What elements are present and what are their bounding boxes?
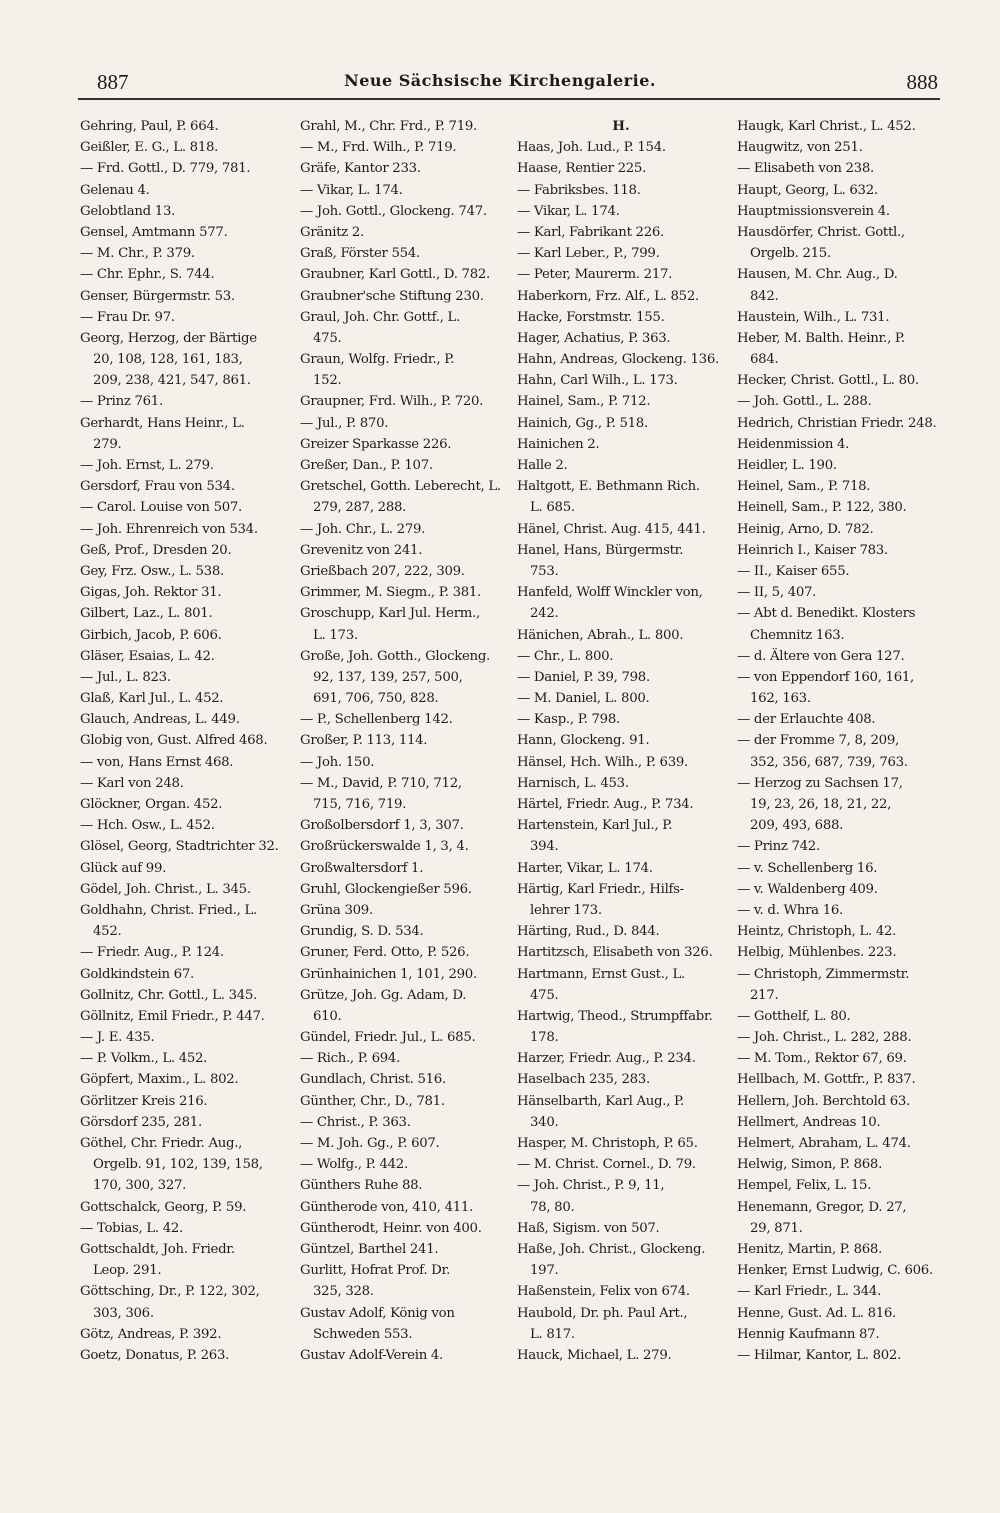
index-entry: Gräfe, Kantor 233. (300, 161, 421, 177)
index-entry: Groschupp, Karl Jul. Herm., (300, 606, 480, 622)
index-entry-continuation: 19, 23, 26, 18, 21, 22, (750, 797, 892, 812)
index-entry: Harter, Vikar, L. 174. (517, 860, 653, 876)
index-entry: Hänselbarth, Karl Aug., P. (517, 1093, 684, 1109)
index-entry: Hainel, Sam., P. 712. (517, 394, 651, 410)
index-entry: Grundig, S. D. 534. (300, 924, 424, 940)
index-entry: Geißler, E. G., L. 818. (80, 140, 219, 156)
index-entry: Günthers Ruhe 88. (300, 1178, 423, 1194)
index-entry: Gottschalck, Georg, P. 59. (80, 1199, 247, 1215)
index-entry: Gränitz 2. (300, 224, 364, 240)
index-entry: Götz, Andreas, P. 392. (80, 1326, 222, 1342)
index-entry-continuation: 170, 300, 327. (93, 1178, 187, 1194)
index-entry: Gollnitz, Chr. Gottl., L. 345. (80, 987, 257, 1003)
index-entry: — Joh. 150. (300, 754, 375, 770)
index-entry: — Joh. Ehrenreich von 534. (80, 521, 258, 537)
index-entry-continuation: 394. (530, 839, 559, 855)
index-entry: Haßenstein, Felix von 674. (517, 1284, 690, 1300)
index-entry-continuation: 753. (530, 563, 559, 579)
index-entry-continuation: L. 685. (530, 500, 575, 516)
index-entry-continuation: 279. (93, 436, 122, 452)
index-entry: Goetz, Donatus, P. 263. (80, 1347, 230, 1363)
index-entry: Heidler, L. 190. (737, 458, 837, 473)
index-entry: Hartenstein, Karl Jul., P. (517, 818, 673, 834)
index-entry: Gündel, Friedr. Jul., L. 685. (300, 1030, 476, 1046)
index-entry: Heinel, Sam., P. 718. (737, 479, 871, 495)
index-entry: Härtig, Karl Friedr., Hilfs- (517, 881, 684, 897)
index-entry-continuation: 684. (750, 352, 779, 368)
index-entry-continuation: 197. (530, 1263, 559, 1279)
index-entry-continuation: 340. (530, 1114, 559, 1130)
index-entry-continuation: Leop. 291. (93, 1263, 162, 1279)
index-entry: — Chr. Ephr., S. 744. (80, 267, 215, 283)
index-entry: Haubold, Dr. ph. Paul Art., (517, 1305, 688, 1321)
index-entry: Haugk, Karl Christ., L. 452. (737, 119, 916, 134)
index-entry-continuation: 162, 163. (750, 691, 811, 707)
index-entry: — M., Frd. Wilh., P. 719. (300, 140, 457, 156)
index-entry: — der Fromme 7, 8, 209, (737, 733, 899, 749)
index-entry-continuation: 842. (750, 288, 779, 304)
index-entry: — von, Hans Ernst 468. (80, 754, 234, 770)
running-title: Neue Sächsische Kirchengalerie. (344, 71, 656, 90)
index-entry: — Hch. Osw., L. 452. (80, 818, 215, 834)
index-entry: Henne, Gust. Ad. L. 816. (737, 1305, 896, 1321)
index-entry: Hager, Achatius, P. 363. (517, 330, 671, 346)
index-entry-continuation: lehrer 173. (530, 902, 602, 918)
index-entry: Hasper, M. Christoph, P. 65. (517, 1136, 698, 1151)
index-entry: Gensel, Amtmann 577. (80, 224, 228, 240)
index-entry: Grahl, M., Chr. Frd., P. 719. (300, 119, 477, 134)
index-entry: Helwig, Simon, P. 868. (737, 1157, 883, 1173)
index-entry: Graupner, Frd. Wilh., P. 720. (300, 394, 484, 410)
index-entry: Haße, Joh. Christ., Glockeng. (517, 1241, 706, 1257)
index-entry: Gruhl, Glockengießer 596. (300, 881, 472, 897)
index-entry: — P., Schellenberg 142. (300, 712, 453, 728)
index-entry: — Prinz 742. (737, 839, 820, 855)
index-entry: Günther, Chr., D., 781. (300, 1093, 445, 1109)
index-entry: Glauch, Andreas, L. 449. (80, 712, 240, 728)
page-header (0, 70, 1000, 100)
index-entry: — Karl von 248. (80, 775, 184, 791)
index-entry: Henker, Ernst Ludwig, C. 606. (737, 1263, 933, 1279)
index-entry: Gruner, Ferd. Otto, P. 526. (300, 945, 470, 961)
index-entry-continuation: Chemnitz 163. (750, 627, 845, 643)
index-entry: — Christoph, Zimmermstr. (737, 966, 910, 982)
index-entry-continuation: 610. (313, 1008, 342, 1024)
index-entry-continuation: 475. (313, 330, 342, 346)
index-entry: Hauck, Michael, L. 279. (517, 1347, 672, 1363)
index-entry: Hausen, M. Chr. Aug., D. (737, 267, 898, 283)
index-entry: Görsdorf 235, 281. (80, 1114, 202, 1130)
index-entry: — v. Schellenberg 16. (737, 860, 878, 876)
index-entry: Haselbach 235, 283. (517, 1072, 650, 1088)
index-entry: — Hilmar, Kantor, L. 802. (737, 1347, 902, 1363)
index-entry: Hänel, Christ. Aug. 415, 441. (517, 521, 706, 537)
index-entry: Hanfeld, Wolff Winckler von, (517, 585, 703, 601)
index-entry-continuation: 152. (313, 373, 342, 389)
index-entry: Henemann, Gregor, D. 27, (737, 1199, 907, 1215)
index-entry: Hänsel, Hch. Wilh., P. 639. (517, 754, 688, 770)
index-entry: Hedrich, Christian Friedr. 248. (737, 415, 937, 431)
index-entry-continuation: 715, 716, 719. (313, 797, 407, 812)
index-entry: Hellern, Joh. Berchtold 63. (737, 1093, 910, 1109)
index-entry: — Kasp., P. 798. (517, 712, 620, 728)
index-entry-continuation: 209, 238, 421, 547, 861. (93, 373, 251, 389)
index-entry: Gigas, Joh. Rektor 31. (80, 585, 222, 601)
index-entry: Große, Joh. Gotth., Glockeng. (300, 648, 490, 664)
index-entry: Harnisch, L. 453. (517, 775, 629, 791)
index-entry: Hecker, Christ. Gottl., L. 80. (737, 373, 919, 389)
index-entry: Göthel, Chr. Friedr. Aug., (80, 1136, 243, 1151)
index-entry: — Vikar, L. 174. (300, 182, 403, 198)
index-entry: Hacke, Forstmstr. 155. (517, 309, 665, 325)
index-entry: Göpfert, Maxim., L. 802. (80, 1072, 239, 1088)
index-entry: — Karl Friedr., L. 344. (737, 1284, 882, 1300)
index-entry: Haß, Sigism. von 507. (517, 1220, 660, 1236)
index-entry: Hennig Kaufmann 87. (737, 1326, 880, 1342)
index-entry: Goldkindstein 67. (80, 966, 194, 982)
index-entry-continuation: 242. (530, 606, 559, 622)
index-entry: Großolbersdorf 1, 3, 307. (300, 818, 464, 834)
index-entry-continuation: 29, 871. (750, 1220, 803, 1236)
index-entry: — Chr., L. 800. (517, 648, 614, 664)
index-entry: Heinell, Sam., P. 122, 380. (737, 500, 907, 516)
index-entry: Gretschel, Gotth. Leberecht, L. (300, 479, 501, 495)
index-entry: Greizer Sparkasse 226. (300, 436, 452, 452)
index-entry-continuation: Orgelb. 91, 102, 139, 158, (93, 1157, 263, 1173)
index-entry: — Elisabeth von 238. (737, 161, 874, 177)
section-heading: H. (612, 119, 630, 134)
index-entry-continuation: 209, 493, 688. (750, 818, 844, 834)
index-entry: — M. Joh. Gg., P. 607. (300, 1136, 440, 1151)
index-entry: — II, 5, 407. (737, 585, 817, 601)
index-entry: — Friedr. Aug., P. 124. (80, 945, 224, 961)
index-entry: Heidenmission 4. (737, 436, 850, 452)
index-entry: Gelenau 4. (80, 182, 150, 198)
index-entry-continuation: 325, 328. (313, 1284, 374, 1300)
index-entry-continuation: 691, 706, 750, 828. (313, 691, 439, 707)
index-entry: — M. Christ. Cornel., D. 79. (517, 1157, 696, 1173)
index-entry: — II., Kaiser 655. (737, 563, 850, 579)
index-entry-continuation: 303, 306. (93, 1305, 154, 1321)
index-entry: Güntherodt, Heinr. von 400. (300, 1220, 482, 1236)
index-entry: — Carol. Louise von 507. (80, 500, 242, 516)
index-entry-continuation: 475. (530, 987, 559, 1003)
index-entry-continuation: 78, 80. (530, 1199, 575, 1215)
index-entry: Greßer, Dan., P. 107. (300, 458, 433, 473)
index-entry: — Herzog zu Sachsen 17, (737, 775, 903, 791)
index-entry: Görlitzer Kreis 216. (80, 1093, 208, 1109)
index-entry: Graubner'sche Stiftung 230. (300, 288, 484, 304)
index-entry: Großwaltersdorf 1. (300, 860, 424, 876)
index-entry: Göllnitz, Emil Friedr., P. 447. (80, 1008, 265, 1024)
index-entry: — M. Tom., Rektor 67, 69. (737, 1051, 907, 1067)
index-entry: — Wolfg., P. 442. (300, 1157, 408, 1173)
index-entry: Hellbach, M. Gottfr., P. 837. (737, 1072, 916, 1088)
index-entry: Grütze, Joh. Gg. Adam, D. (300, 987, 467, 1003)
index-entry: Glück auf 99. (80, 860, 167, 876)
index-entry: — Joh. Christ., P. 9, 11, (517, 1178, 665, 1194)
index-entry: Heinig, Arno, D. 782. (737, 521, 874, 537)
index-entry: Haugwitz, von 251. (737, 140, 863, 156)
index-entry: — Daniel, P. 39, 798. (517, 669, 650, 685)
index-entry: Hempel, Felix, L. 15. (737, 1178, 872, 1194)
index-entry: Helmert, Abraham, L. 474. (737, 1136, 911, 1151)
index-entry: Haas, Joh. Lud., P. 154. (517, 140, 666, 156)
index-entry: Hahn, Andreas, Glockeng. 136. (517, 352, 719, 368)
index-entry: Gey, Frz. Osw., L. 538. (80, 563, 224, 579)
index-entry: Gehring, Paul, P. 664. (80, 119, 219, 134)
index-entry: Hartitzsch, Elisabeth von 326. (517, 945, 713, 961)
index-entry: — M. Chr., P. 379. (80, 246, 195, 262)
index-entry: Harzer, Friedr. Aug., P. 234. (517, 1051, 696, 1067)
index-entry: Hauptmissionsverein 4. (737, 203, 890, 219)
index-entry: Hainich, Gg., P. 518. (517, 415, 648, 431)
index-entry: Hahn, Carl Wilh., L. 173. (517, 373, 678, 389)
index-entry: Helbig, Mühlenbes. 223. (737, 945, 897, 961)
index-entry-continuation: 20, 108, 128, 161, 183, (93, 352, 243, 368)
index-entry: — M., David, P. 710, 712, (300, 775, 462, 791)
index-entry: Haupt, Georg, L. 632. (737, 182, 878, 198)
index-entry: Gödel, Joh. Christ., L. 345. (80, 881, 251, 897)
index-entry: Girbich, Jacob, P. 606. (80, 627, 222, 643)
index-entry: Hausdörfer, Christ. Gottl., (737, 224, 905, 240)
index-entry: Goldhahn, Christ. Fried., L. (80, 902, 257, 918)
index-entry: — Gotthelf, L. 80. (737, 1008, 851, 1024)
index-entry: Göttsching, Dr., P. 122, 302, (80, 1284, 260, 1300)
index-entry: Glöckner, Organ. 452. (80, 797, 223, 812)
index-entry: Genser, Bürgermstr. 53. (80, 288, 235, 304)
index-entry: Gurlitt, Hofrat Prof. Dr. (300, 1263, 451, 1279)
index-entry: — der Erlauchte 408. (737, 712, 876, 728)
index-entry: — Tobias, L. 42. (80, 1220, 183, 1236)
index-entry: Hanel, Hans, Bürgermstr. (517, 542, 684, 558)
index-entry: — Joh. Chr., L. 279. (300, 521, 426, 537)
index-entry: — Fabriksbes. 118. (517, 182, 641, 198)
index-entry: — Joh. Christ., L. 282, 288. (737, 1030, 912, 1046)
index-entry: Grünhainichen 1, 101, 290. (300, 966, 477, 982)
index-entry: Halle 2. (517, 458, 568, 473)
index-column-2 (300, 116, 508, 1366)
index-entry: Glösel, Georg, Stadtrichter 32. (80, 839, 279, 855)
header-rule (78, 98, 940, 100)
index-entry: Gläser, Esaias, L. 42. (80, 648, 215, 664)
index-entry: Gundlach, Christ. 516. (300, 1072, 446, 1088)
index-entry: Großer, P. 113, 114. (300, 733, 428, 749)
index-entry: — Frau Dr. 97. (80, 309, 175, 325)
index-entry: Hann, Glockeng. 91. (517, 733, 650, 749)
index-entry-continuation: 452. (93, 924, 122, 940)
index-entry: Hartwig, Theod., Strumpffabr. (517, 1008, 713, 1024)
index-entry: — Abt d. Benedikt. Klosters (737, 606, 916, 622)
index-entry: — M. Daniel, L. 800. (517, 691, 650, 707)
index-entry: Gilbert, Laz., L. 801. (80, 606, 213, 622)
index-entry-continuation: L. 173. (313, 627, 358, 643)
index-entry-continuation: L. 817. (530, 1326, 575, 1342)
index-entry: Gersdorf, Frau von 534. (80, 479, 235, 495)
index-entry-continuation: 217. (750, 987, 779, 1003)
index-entry-continuation: 92, 137, 139, 257, 500, (313, 669, 463, 685)
index-entry: Hainichen 2. (517, 436, 600, 452)
index-entry: — Joh. Ernst, L. 279. (80, 458, 214, 473)
index-entry: Gottschaldt, Joh. Friedr. (80, 1241, 235, 1257)
index-entry: — Christ., P. 363. (300, 1114, 411, 1130)
index-column-1 (80, 116, 288, 1366)
index-entry: Graß, Förster 554. (300, 246, 420, 262)
index-entry: Graul, Joh. Chr. Gottf., L. (300, 309, 461, 325)
index-entry: Härting, Rud., D. 844. (517, 924, 660, 940)
index-entry-continuation: 279, 287, 288. (313, 500, 407, 516)
index-entry: Henitz, Martin, P. 868. (737, 1241, 883, 1257)
index-entry: — d. Ältere von Gera 127. (737, 648, 905, 664)
index-entry: — Karl Leber., P., 799. (517, 246, 660, 262)
index-entry: Georg, Herzog, der Bärtige (80, 330, 257, 346)
index-entry: — J. E. 435. (80, 1030, 155, 1046)
index-entry: Hänichen, Abrah., L. 800. (517, 627, 684, 643)
index-entry: Glaß, Karl Jul., L. 452. (80, 691, 224, 707)
index-entry-continuation: Orgelb. 215. (750, 246, 831, 262)
index-entry: Hartmann, Ernst Gust., L. (517, 966, 685, 982)
index-entry: Haase, Rentier 225. (517, 161, 646, 177)
index-entry: Gustav Adolf-Verein 4. (300, 1347, 443, 1363)
index-entry: Gelobtland 13. (80, 203, 176, 219)
index-entry: Hellmert, Andreas 10. (737, 1114, 881, 1130)
index-entry: Gustav Adolf, König von (300, 1305, 455, 1321)
index-entry: Haltgott, E. Bethmann Rich. (517, 479, 700, 495)
index-entry: Güntherode von, 410, 411. (300, 1199, 473, 1215)
index-entry: — Jul., P. 870. (300, 415, 389, 431)
index-entry: — Joh. Gottl., Glockeng. 747. (300, 203, 487, 219)
index-entry: — von Eppendorf 160, 161, (737, 669, 914, 685)
index-entry: — Jul., L. 823. (80, 669, 171, 685)
index-entry: Graubner, Karl Gottl., D. 782. (300, 267, 490, 283)
index-entry: Grießbach 207, 222, 309. (300, 563, 465, 579)
page-number-left: 887 (97, 70, 129, 94)
index-entry-continuation: Schweden 553. (313, 1326, 413, 1342)
page-number-right: 888 (906, 70, 938, 94)
index-column-4 (737, 116, 945, 1366)
index-entry: Geß, Prof., Dresden 20. (80, 542, 232, 558)
index-entry: — Prinz 761. (80, 394, 163, 410)
index-entry: Globig von, Gust. Alfred 468. (80, 733, 268, 749)
index-entry: — Vikar, L. 174. (517, 203, 620, 219)
index-entry: — P. Volkm., L. 452. (80, 1051, 208, 1067)
index-entry: — v. Waldenberg 409. (737, 881, 878, 897)
index-entry: Heber, M. Balth. Heinr., P. (737, 330, 905, 346)
index-entry: — v. d. Whra 16. (737, 902, 843, 918)
index-entry: — Peter, Maurerm. 217. (517, 267, 673, 283)
index-entry: Großrückerswalde 1, 3, 4. (300, 839, 469, 855)
index-entry: — Joh. Gottl., L. 288. (737, 394, 872, 410)
index-entry: Heintz, Christoph, L. 42. (737, 924, 897, 940)
index-entry: Graun, Wolfg. Friedr., P. (300, 352, 455, 368)
index-entry: — Frd. Gottl., D. 779, 781. (80, 161, 251, 177)
index-entry: Grevenitz von 241. (300, 542, 423, 558)
index-entry: Heinrich I., Kaiser 783. (737, 542, 888, 558)
index-entry: Haberkorn, Frz. Alf., L. 852. (517, 288, 699, 304)
index-entry: — Karl, Fabrikant 226. (517, 224, 664, 240)
index-entry: Härtel, Friedr. Aug., P. 734. (517, 797, 694, 812)
index-entry: Gerhardt, Hans Heinr., L. (80, 415, 245, 431)
index-entry: Grüna 309. (300, 902, 373, 918)
index-entry: — Rich., P. 694. (300, 1051, 400, 1067)
index-entry: Haustein, Wilh., L. 731. (737, 309, 890, 325)
index-entry-continuation: 178. (530, 1030, 559, 1046)
index-entry: Güntzel, Barthel 241. (300, 1241, 439, 1257)
index-entry-continuation: 352, 356, 687, 739, 763. (750, 754, 908, 770)
index-column-3 (517, 116, 725, 1366)
index-entry: Grimmer, M. Siegm., P. 381. (300, 585, 481, 601)
